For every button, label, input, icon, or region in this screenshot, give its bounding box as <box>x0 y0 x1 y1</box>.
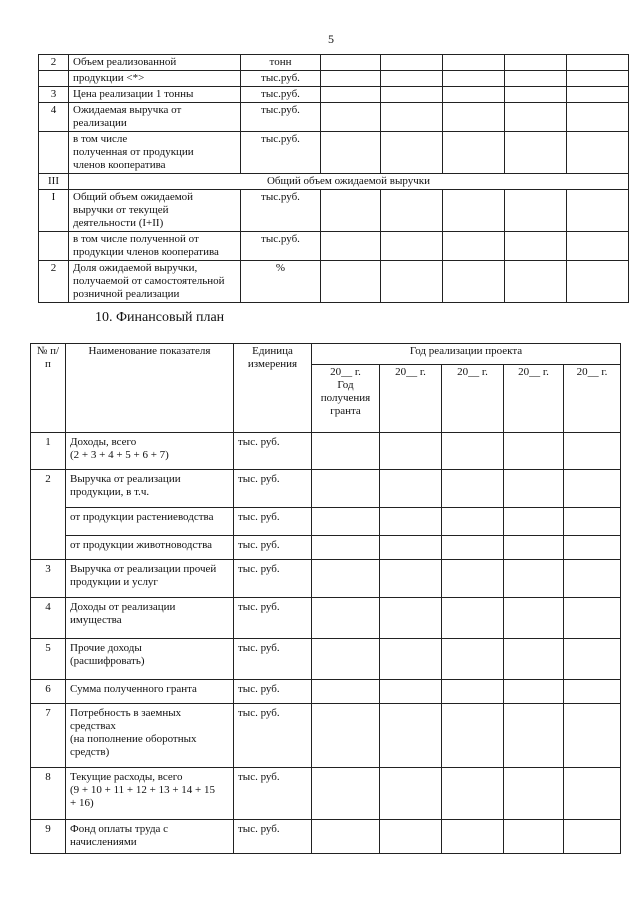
value-cell[interactable] <box>381 190 443 232</box>
value-cell[interactable] <box>381 103 443 132</box>
unit-cell: тыс. руб. <box>234 508 312 536</box>
value-cell[interactable] <box>567 232 629 261</box>
row-number: 6 <box>31 680 66 704</box>
value-cell[interactable] <box>505 190 567 232</box>
row-number: 9 <box>31 820 66 854</box>
value-cell[interactable] <box>442 598 504 639</box>
value-cell[interactable] <box>442 768 504 820</box>
indicator-name: Выручка от реализации продукции, в т.ч. <box>66 470 234 508</box>
value-cell[interactable] <box>443 103 505 132</box>
indicator-name: Доходы от реализации имущества <box>66 598 234 639</box>
value-cell[interactable] <box>380 470 442 508</box>
value-cell[interactable] <box>321 87 381 103</box>
row-number: 3 <box>31 560 66 598</box>
value-cell[interactable] <box>564 433 621 470</box>
value-cell[interactable] <box>321 232 381 261</box>
value-cell[interactable] <box>505 232 567 261</box>
unit-cell: тыс. руб. <box>234 639 312 680</box>
row-number: I <box>39 190 69 232</box>
value-cell[interactable] <box>321 190 381 232</box>
value-cell[interactable] <box>442 560 504 598</box>
value-cell[interactable] <box>321 132 381 174</box>
value-cell[interactable] <box>443 71 505 87</box>
value-cell[interactable] <box>567 261 629 303</box>
value-cell[interactable] <box>442 639 504 680</box>
unit-cell: тыс. руб. <box>234 470 312 508</box>
unit-cell: тыс. руб. <box>234 680 312 704</box>
table-row <box>39 71 629 87</box>
header-name: Наименование показателя <box>66 344 234 433</box>
indicator-name: Текущие расходы, всего (9 + 10 + 11 + 12 + 13 + 14 + 15 + 16) <box>66 768 234 820</box>
value-cell[interactable] <box>443 232 505 261</box>
unit-cell: % <box>241 261 321 303</box>
unit-cell: тыс. руб. <box>234 820 312 854</box>
value-cell[interactable] <box>442 820 504 854</box>
value-cell[interactable] <box>380 820 442 854</box>
value-cell[interactable] <box>380 639 442 680</box>
value-cell[interactable] <box>505 261 567 303</box>
table-row <box>39 232 629 261</box>
value-cell[interactable] <box>312 433 380 470</box>
value-cell[interactable] <box>443 261 505 303</box>
value-cell[interactable] <box>564 536 621 560</box>
value-cell[interactable] <box>443 132 505 174</box>
value-cell[interactable] <box>443 190 505 232</box>
table-row <box>31 704 621 768</box>
row-number: 8 <box>31 768 66 820</box>
table-row <box>39 87 629 103</box>
value-cell[interactable] <box>564 639 621 680</box>
table-row <box>39 261 629 303</box>
value-cell[interactable] <box>504 820 564 854</box>
value-cell[interactable] <box>504 704 564 768</box>
unit-cell: тыс.руб. <box>241 232 321 261</box>
row-number: 2 <box>39 261 69 303</box>
value-cell[interactable] <box>321 55 381 71</box>
value-cell[interactable] <box>504 433 564 470</box>
unit-cell: тыс. руб. <box>234 704 312 768</box>
value-cell[interactable] <box>504 598 564 639</box>
value-cell[interactable] <box>380 768 442 820</box>
value-cell[interactable] <box>312 639 380 680</box>
value-cell[interactable] <box>381 87 443 103</box>
table-row <box>31 820 621 854</box>
value-cell[interactable] <box>504 768 564 820</box>
value-cell[interactable] <box>312 680 380 704</box>
row-number: 3 <box>39 87 69 103</box>
indicator-name: Ожидаемая выручка от реализации <box>69 103 241 132</box>
value-cell[interactable] <box>567 71 629 87</box>
indicator-name: Сумма полученного гранта <box>66 680 234 704</box>
value-cell[interactable] <box>564 598 621 639</box>
table-row <box>31 560 621 598</box>
value-cell[interactable] <box>442 680 504 704</box>
value-cell[interactable] <box>442 704 504 768</box>
table-row <box>31 598 621 639</box>
indicator-name: от продукции животноводства <box>66 536 234 560</box>
section-row <box>39 174 629 190</box>
value-cell[interactable] <box>380 598 442 639</box>
unit-cell: тыс.руб. <box>241 132 321 174</box>
value-cell[interactable] <box>564 820 621 854</box>
value-cell[interactable] <box>564 470 621 508</box>
indicator-name: Доходы, всего (2 + 3 + 4 + 5 + 6 + 7) <box>66 433 234 470</box>
value-cell[interactable] <box>321 261 381 303</box>
row-number: 5 <box>31 639 66 680</box>
value-cell[interactable] <box>321 103 381 132</box>
value-cell[interactable] <box>312 508 380 536</box>
value-cell[interactable] <box>567 55 629 71</box>
section-number: III <box>39 174 69 190</box>
indicator-name: Доля ожидаемой выручки, получаемой от самостоятельной розничной реализации <box>69 261 241 303</box>
unit-cell: тыс. руб. <box>234 768 312 820</box>
unit-cell: тонн <box>241 55 321 71</box>
value-cell[interactable] <box>442 508 504 536</box>
table-row <box>39 190 629 232</box>
row-number <box>39 71 69 87</box>
table-row <box>39 55 629 71</box>
value-cell[interactable] <box>312 820 380 854</box>
value-cell[interactable] <box>442 470 504 508</box>
row-number <box>39 232 69 261</box>
value-cell[interactable] <box>442 536 504 560</box>
header-year: 20__ г. <box>504 365 564 433</box>
section-title: 10. Финансовый план <box>95 310 225 325</box>
indicator-name: в том числе полученная от продукции членов кооператива <box>69 132 241 174</box>
row-number <box>39 132 69 174</box>
value-cell[interactable] <box>564 768 621 820</box>
table-row <box>31 639 621 680</box>
value-cell[interactable] <box>504 470 564 508</box>
value-cell[interactable] <box>505 71 567 87</box>
unit-cell: тыс. руб. <box>234 560 312 598</box>
value-cell[interactable] <box>567 87 629 103</box>
value-cell[interactable] <box>380 680 442 704</box>
value-cell[interactable] <box>312 560 380 598</box>
value-cell[interactable] <box>504 560 564 598</box>
indicator-name: Прочие доходы (расшифровать) <box>66 639 234 680</box>
section-heading: Общий объем ожидаемой выручки <box>69 174 629 190</box>
unit-cell: тыс.руб. <box>241 71 321 87</box>
indicator-name: продукции <*> <box>69 71 241 87</box>
value-cell[interactable] <box>381 71 443 87</box>
header-year: 20__ г. <box>564 365 621 433</box>
value-cell[interactable] <box>564 508 621 536</box>
value-cell[interactable] <box>380 433 442 470</box>
header-years-group: Год реализации проекта <box>312 344 621 365</box>
value-cell[interactable] <box>567 132 629 174</box>
header-year: 20__ г. Год получения гранта <box>312 365 380 433</box>
value-cell[interactable] <box>381 132 443 174</box>
table-row <box>31 508 621 536</box>
value-cell[interactable] <box>380 704 442 768</box>
header-unit: Единица измерения <box>234 344 312 433</box>
header-row <box>31 344 621 365</box>
row-number: 1 <box>31 433 66 470</box>
value-cell[interactable] <box>505 87 567 103</box>
value-cell[interactable] <box>312 704 380 768</box>
value-cell[interactable] <box>443 55 505 71</box>
value-cell[interactable] <box>504 680 564 704</box>
unit-cell: тыс. руб. <box>234 536 312 560</box>
indicator-name: Цена реализации 1 тонны <box>69 87 241 103</box>
header-year: 20__ г. <box>380 365 442 433</box>
value-cell[interactable] <box>381 261 443 303</box>
indicator-name: Потребность в заемных средствах (на пополнение оборотных средств) <box>66 704 234 768</box>
value-cell[interactable] <box>312 470 380 508</box>
value-cell[interactable] <box>321 71 381 87</box>
value-cell[interactable] <box>504 536 564 560</box>
unit-cell: тыс.руб. <box>241 190 321 232</box>
header-num: № п/п <box>31 344 66 433</box>
value-cell[interactable] <box>443 87 505 103</box>
value-cell[interactable] <box>505 55 567 71</box>
value-cell[interactable] <box>504 508 564 536</box>
value-cell[interactable] <box>381 55 443 71</box>
value-cell[interactable] <box>380 560 442 598</box>
row-number: 2 <box>31 470 66 560</box>
value-cell[interactable] <box>564 704 621 768</box>
value-cell[interactable] <box>567 103 629 132</box>
indicator-name: Фонд оплаты труда с начислениями <box>66 820 234 854</box>
indicator-name: Объем реализованной <box>69 55 241 71</box>
financial-plan-table <box>30 343 621 854</box>
value-cell[interactable] <box>567 190 629 232</box>
value-cell[interactable] <box>564 680 621 704</box>
unit-cell: тыс.руб. <box>241 103 321 132</box>
table-row <box>31 470 621 508</box>
table-row <box>31 433 621 470</box>
indicator-name: Общий объем ожидаемой выручки от текущей деятельности (I+II) <box>69 190 241 232</box>
header-year: 20__ г. <box>442 365 504 433</box>
table-row <box>31 680 621 704</box>
table-row <box>39 103 629 132</box>
indicator-name: от продукции растениеводства <box>66 508 234 536</box>
value-cell[interactable] <box>504 639 564 680</box>
value-cell[interactable] <box>564 560 621 598</box>
row-number: 4 <box>31 598 66 639</box>
value-cell[interactable] <box>505 132 567 174</box>
indicator-name: Выручка от реализации прочей продукции и услуг <box>66 560 234 598</box>
value-cell[interactable] <box>442 433 504 470</box>
value-cell[interactable] <box>505 103 567 132</box>
indicator-name: в том числе полученной от продукции членов кооператива <box>69 232 241 261</box>
unit-cell: тыс. руб. <box>234 433 312 470</box>
table-row <box>31 536 621 560</box>
value-cell[interactable] <box>312 598 380 639</box>
table-row <box>31 768 621 820</box>
page-number: 5 <box>328 32 334 46</box>
value-cell[interactable] <box>312 768 380 820</box>
value-cell[interactable] <box>380 536 442 560</box>
row-number: 4 <box>39 103 69 132</box>
unit-cell: тыс.руб. <box>241 87 321 103</box>
value-cell[interactable] <box>312 536 380 560</box>
row-number: 2 <box>39 55 69 71</box>
row-number: 7 <box>31 704 66 768</box>
unit-cell: тыс. руб. <box>234 598 312 639</box>
revenue-table <box>38 54 629 303</box>
table-row <box>39 132 629 174</box>
value-cell[interactable] <box>381 232 443 261</box>
value-cell[interactable] <box>380 508 442 536</box>
